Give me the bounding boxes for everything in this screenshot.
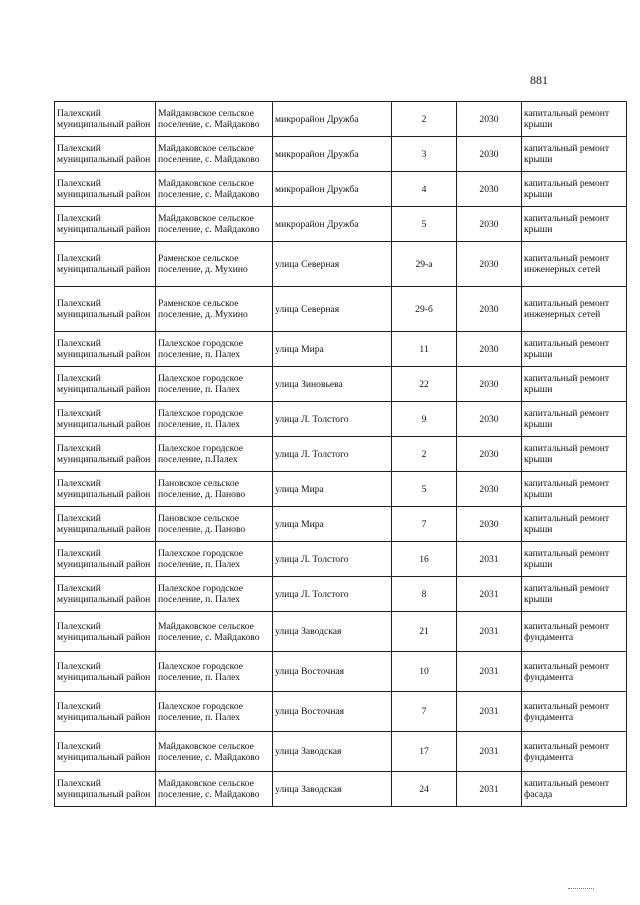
year-cell: 2030 bbox=[457, 367, 522, 402]
work-type-cell: капитальный ремонт инженерных сетей bbox=[522, 242, 627, 287]
house-number-cell: 7 bbox=[392, 692, 457, 732]
year-cell: 2030 bbox=[457, 172, 522, 207]
settlement-cell: Палехское городское поселение, п. Палех bbox=[156, 542, 273, 577]
year-cell: 2030 bbox=[457, 137, 522, 172]
settlement-cell: Майдаковское сельское поселение, с. Майдаково bbox=[156, 172, 273, 207]
page-number: 881 bbox=[530, 73, 548, 87]
year-cell: 2030 bbox=[457, 287, 522, 332]
work-type-cell: капитальный ремонт крыши bbox=[522, 137, 627, 172]
area-cell: Палехский муниципальный район bbox=[55, 102, 156, 137]
street-cell: улица Восточная bbox=[273, 652, 392, 692]
house-number-cell: 7 bbox=[392, 507, 457, 542]
work-type-cell: капитальный ремонт крыши bbox=[522, 507, 627, 542]
year-cell: 2030 bbox=[457, 472, 522, 507]
area-cell: Палехский муниципальный район bbox=[55, 367, 156, 402]
work-type-cell: капитальный ремонт крыши bbox=[522, 172, 627, 207]
table-row bbox=[55, 612, 627, 652]
year-cell: 2030 bbox=[457, 242, 522, 287]
table-row bbox=[55, 242, 627, 287]
area-cell: Палехский муниципальный район bbox=[55, 772, 156, 807]
year-cell: 2031 bbox=[457, 692, 522, 732]
work-type-cell: капитальный ремонт крыши bbox=[522, 102, 627, 137]
table-row bbox=[55, 772, 627, 807]
house-number-cell: 16 bbox=[392, 542, 457, 577]
area-cell: Палехский муниципальный район bbox=[55, 692, 156, 732]
year-cell: 2031 bbox=[457, 612, 522, 652]
area-cell: Палехский муниципальный район bbox=[55, 437, 156, 472]
house-number-cell: 2 bbox=[392, 102, 457, 137]
street-cell: улица Л. Толстого bbox=[273, 437, 392, 472]
house-number-cell: 9 bbox=[392, 402, 457, 437]
settlement-cell: Палехское городское поселение, п. Палех bbox=[156, 652, 273, 692]
year-cell: 2031 bbox=[457, 732, 522, 772]
table-row bbox=[55, 732, 627, 772]
table-row bbox=[55, 172, 627, 207]
house-number-cell: 21 bbox=[392, 612, 457, 652]
area-cell: Палехский муниципальный район bbox=[55, 172, 156, 207]
street-cell: улица Л. Толстого bbox=[273, 402, 392, 437]
settlement-cell: Палехское городское поселение, п. Палех bbox=[156, 367, 273, 402]
work-type-cell: капитальный ремонт фундамента bbox=[522, 612, 627, 652]
table-row bbox=[55, 102, 627, 137]
work-type-cell: капитальный ремонт крыши bbox=[522, 437, 627, 472]
settlement-cell: Пановское сельское поселение, д. Паново bbox=[156, 472, 273, 507]
year-cell: 2030 bbox=[457, 102, 522, 137]
year-cell: 2030 bbox=[457, 332, 522, 367]
street-cell: микрорайон Дружба bbox=[273, 102, 392, 137]
table-row bbox=[55, 402, 627, 437]
street-cell: улица Северная bbox=[273, 287, 392, 332]
street-cell: улица Мира bbox=[273, 507, 392, 542]
work-type-cell: капитальный ремонт фундамента bbox=[522, 692, 627, 732]
table-row bbox=[55, 207, 627, 242]
year-cell: 2031 bbox=[457, 652, 522, 692]
table-row bbox=[55, 692, 627, 732]
area-cell: Палехский муниципальный район bbox=[55, 612, 156, 652]
settlement-cell: Майдаковское сельское поселение, с. Майдаково bbox=[156, 772, 273, 807]
year-cell: 2031 bbox=[457, 772, 522, 807]
area-cell: Палехский муниципальный район bbox=[55, 577, 156, 612]
table-row bbox=[55, 332, 627, 367]
house-number-cell: 22 bbox=[392, 367, 457, 402]
area-cell: Палехский муниципальный район bbox=[55, 507, 156, 542]
work-type-cell: капитальный ремонт крыши bbox=[522, 367, 627, 402]
work-type-cell: капитальный ремонт крыши bbox=[522, 472, 627, 507]
house-number-cell: 29-б bbox=[392, 287, 457, 332]
work-type-cell: капитальный ремонт крыши bbox=[522, 577, 627, 612]
settlement-cell: Палехское городское поселение, п. Палех bbox=[156, 332, 273, 367]
table-row bbox=[55, 137, 627, 172]
table-row bbox=[55, 507, 627, 542]
year-cell: 2030 bbox=[457, 402, 522, 437]
table-row bbox=[55, 472, 627, 507]
settlement-cell: Пановское сельское поселение, д. Паново bbox=[156, 507, 273, 542]
street-cell: микрорайон Дружба bbox=[273, 207, 392, 242]
house-number-cell: 5 bbox=[392, 472, 457, 507]
settlement-cell: Майдаковское сельское поселение, с. Майдаково bbox=[156, 102, 273, 137]
year-cell: 2030 bbox=[457, 437, 522, 472]
street-cell: улица Л. Толстого bbox=[273, 577, 392, 612]
street-cell: улица Мира bbox=[273, 472, 392, 507]
area-cell: Палехский муниципальный район bbox=[55, 472, 156, 507]
settlement-cell: Раменское сельское поселение, д. Мухино bbox=[156, 287, 273, 332]
table-row bbox=[55, 577, 627, 612]
house-number-cell: 10 bbox=[392, 652, 457, 692]
settlement-cell: Майдаковское сельское поселение, с. Майдаково bbox=[156, 207, 273, 242]
street-cell: улица Зиновьева bbox=[273, 367, 392, 402]
year-cell: 2031 bbox=[457, 542, 522, 577]
settlement-cell: Раменское сельское поселение, д. Мухино bbox=[156, 242, 273, 287]
area-cell: Палехский муниципальный район bbox=[55, 402, 156, 437]
area-cell: Палехский муниципальный район bbox=[55, 242, 156, 287]
street-cell: улица Мира bbox=[273, 332, 392, 367]
year-cell: 2030 bbox=[457, 507, 522, 542]
area-cell: Палехский муниципальный район bbox=[55, 287, 156, 332]
work-type-cell: капитальный ремонт крыши bbox=[522, 402, 627, 437]
work-type-cell: капитальный ремонт фасада bbox=[522, 772, 627, 807]
street-cell: улица Северная bbox=[273, 242, 392, 287]
street-cell: микрорайон Дружба bbox=[273, 137, 392, 172]
house-number-cell: 11 bbox=[392, 332, 457, 367]
settlement-cell: Палехское городское поселение, п. Палех bbox=[156, 402, 273, 437]
footer-mark bbox=[568, 888, 594, 889]
settlement-cell: Майдаковское сельское поселение, с. Майдаково bbox=[156, 732, 273, 772]
area-cell: Палехский муниципальный район bbox=[55, 137, 156, 172]
table-row bbox=[55, 437, 627, 472]
work-type-cell: капитальный ремонт крыши bbox=[522, 542, 627, 577]
year-cell: 2031 bbox=[457, 577, 522, 612]
settlement-cell: Палехское городское поселение, п. Палех bbox=[156, 692, 273, 732]
settlement-cell: Палехское городское поселение, п. Палех bbox=[156, 577, 273, 612]
table-row bbox=[55, 287, 627, 332]
table-body bbox=[55, 102, 627, 807]
area-cell: Палехский муниципальный район bbox=[55, 207, 156, 242]
area-cell: Палехский муниципальный район bbox=[55, 332, 156, 367]
house-number-cell: 4 bbox=[392, 172, 457, 207]
settlement-cell: Майдаковское сельское поселение, с. Майдаково bbox=[156, 137, 273, 172]
house-number-cell: 5 bbox=[392, 207, 457, 242]
street-cell: микрорайон Дружба bbox=[273, 172, 392, 207]
year-cell: 2030 bbox=[457, 207, 522, 242]
work-type-cell: капитальный ремонт фундамента bbox=[522, 652, 627, 692]
area-cell: Палехский муниципальный район bbox=[55, 732, 156, 772]
house-number-cell: 29-а bbox=[392, 242, 457, 287]
settlement-cell: Палехское городское поселение, п.Палех bbox=[156, 437, 273, 472]
street-cell: улица Заводская bbox=[273, 612, 392, 652]
area-cell: Палехский муниципальный район bbox=[55, 652, 156, 692]
house-number-cell: 8 bbox=[392, 577, 457, 612]
house-number-cell: 17 bbox=[392, 732, 457, 772]
house-number-cell: 24 bbox=[392, 772, 457, 807]
street-cell: улица Заводская bbox=[273, 732, 392, 772]
table-row bbox=[55, 367, 627, 402]
work-type-cell: капитальный ремонт крыши bbox=[522, 332, 627, 367]
house-number-cell: 3 bbox=[392, 137, 457, 172]
street-cell: улица Заводская bbox=[273, 772, 392, 807]
house-number-cell: 2 bbox=[392, 437, 457, 472]
housing-repair-table bbox=[54, 101, 627, 807]
table-row bbox=[55, 542, 627, 577]
table-row bbox=[55, 652, 627, 692]
settlement-cell: Майдаковское сельское поселение, с. Майдаково bbox=[156, 612, 273, 652]
work-type-cell: капитальный ремонт инженерных сетей bbox=[522, 287, 627, 332]
work-type-cell: капитальный ремонт фундамента bbox=[522, 732, 627, 772]
street-cell: улица Восточная bbox=[273, 692, 392, 732]
area-cell: Палехский муниципальный район bbox=[55, 542, 156, 577]
street-cell: улица Л. Толстого bbox=[273, 542, 392, 577]
work-type-cell: капитальный ремонт крыши bbox=[522, 207, 627, 242]
